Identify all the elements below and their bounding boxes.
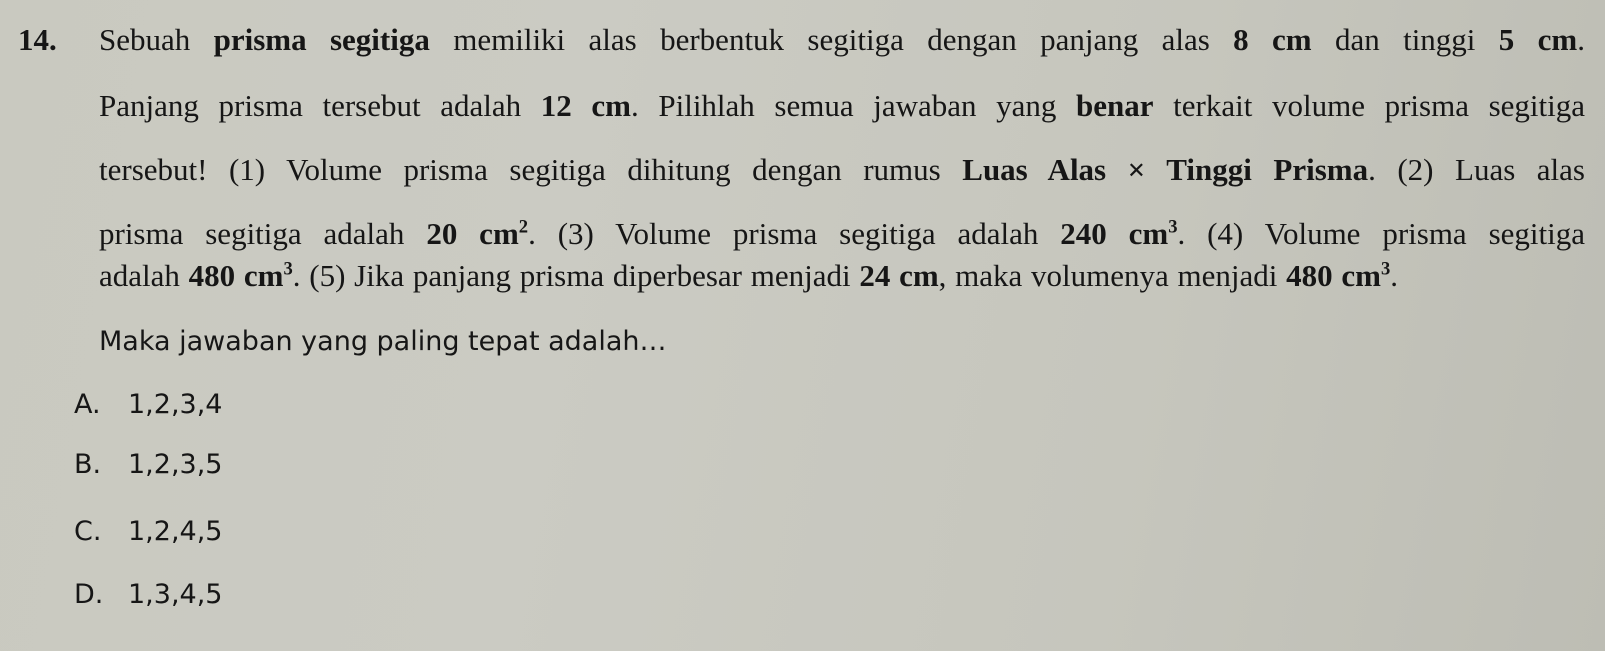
question-text: tersebut! (1) Volume prisma segitiga dihitung dengan rumus [99,152,963,187]
option-c[interactable] [74,515,222,549]
question-text: adalah [99,258,189,293]
question-text: Panjang prisma tersebut adalah [99,88,541,123]
question-text: . [1577,22,1585,57]
question-text-bold: benar [1076,88,1154,123]
superscript: 3 [283,258,293,280]
option-letter: D. [74,579,104,610]
option-a[interactable] [74,388,222,422]
question-text: terkait volume prisma segitiga [1153,88,1585,123]
question-text: Sebuah [99,22,214,57]
question-text-bold: 8 cm [1233,22,1312,57]
question-text-bold: Luas Alas × Tinggi Prisma [962,152,1369,187]
question-text-bold-value: 20 cm [426,216,519,251]
question-text-bold-value: 480 cm [1286,258,1381,293]
question-text: . (5) Jika panjang prisma diperbesar menjadi [292,258,860,293]
question-text-bold: 12 cm [540,88,631,123]
question-text-bold: 5 cm [1498,22,1578,57]
question-text: . Pilihlah semua jawaban yang [630,88,1077,123]
question-text-bold-value: 240 cm [1060,216,1169,251]
question-text-bold: 24 cm [859,258,939,293]
question-text-bold [189,258,293,293]
question-text-bold [1060,216,1177,251]
option-letter: C. [74,516,102,547]
option-letter: A. [74,389,101,420]
option-text: 1,3,4,5 [128,579,223,610]
option-letter: B. [74,449,102,480]
question-text: dan tinggi [1311,22,1499,57]
option-text: 1,2,3,5 [128,449,223,480]
question-text-bold [1286,258,1390,293]
question-text: . (4) Volume prisma segitiga [1177,216,1585,251]
option-b[interactable] [74,448,222,482]
question-text-bold [426,216,528,251]
superscript: 2 [518,216,529,238]
question-text: . (2) Luas alas [1368,152,1585,187]
question-text: , maka volumenya menjadi [938,258,1287,293]
option-text: 1,2,3,4 [128,389,223,420]
question-line-1 [99,22,1585,58]
option-text: 1,2,4,5 [128,516,223,547]
answer-prompt: Maka jawaban yang paling tepat adalah… [99,326,667,357]
superscript: 3 [1168,216,1178,238]
question-text: memiliki alas berbentuk segitiga dengan panjang alas [429,22,1234,57]
question-text-bold: prisma segitiga [213,22,430,57]
question-text: . (3) Volume prisma segitiga adalah [528,216,1061,251]
question-line-4 [99,216,1585,252]
superscript: 3 [1381,258,1391,280]
question-text: . [1390,258,1399,293]
question-number: 14. [18,22,57,57]
question-text-bold-value: 480 cm [188,258,284,293]
question-text: prisma segitiga adalah [99,216,427,251]
question-line-2 [99,88,1585,124]
question-line-5 [99,258,1585,294]
question-line-3 [99,152,1585,188]
option-d[interactable] [74,578,222,612]
